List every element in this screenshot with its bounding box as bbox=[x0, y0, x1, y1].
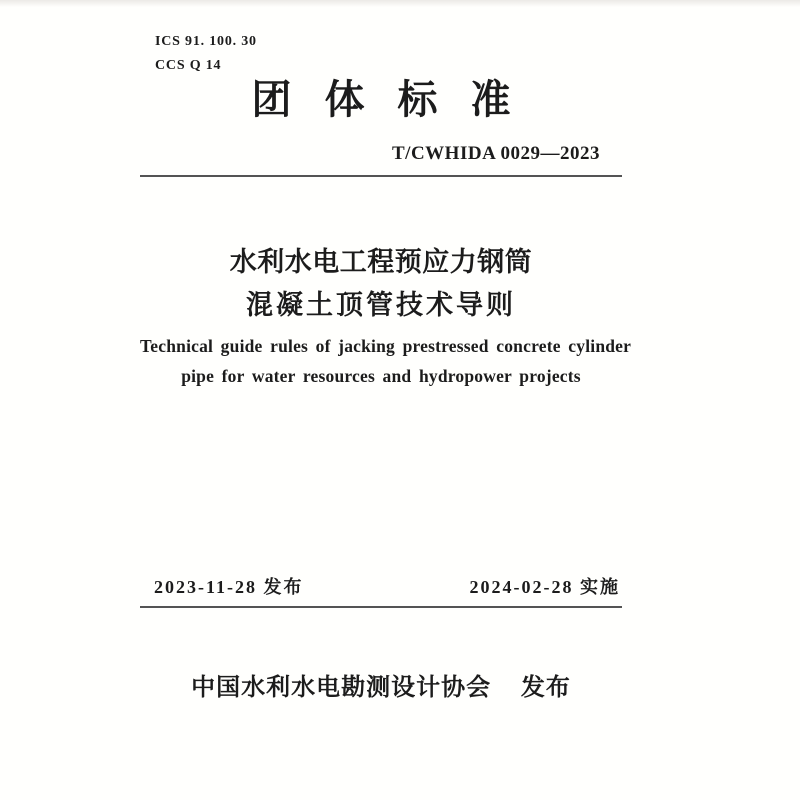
title-chinese-line1: 水利水电工程预应力钢筒 bbox=[229, 247, 533, 277]
document-type-heading: 团体标准 bbox=[251, 78, 544, 122]
publisher-row bbox=[140, 667, 622, 702]
header-divider-rule bbox=[140, 175, 622, 177]
ccs-classification-code: CCS Q 14 bbox=[155, 58, 222, 73]
title-english bbox=[140, 331, 632, 391]
ics-classification-code: ICS 91. 100. 30 bbox=[155, 34, 257, 49]
implementation-date: 2024-02-28 实施 bbox=[469, 577, 620, 597]
title-english-line2: pipe for water resources and hydropower projects bbox=[181, 366, 581, 386]
title-chinese-line2: 混凝土顶管技术导则 bbox=[246, 290, 516, 320]
dates-row bbox=[140, 573, 622, 599]
cover-content bbox=[140, 0, 632, 800]
footer-divider-rule bbox=[140, 606, 622, 608]
standard-number: T/CWHIDA 0029—2023 bbox=[392, 143, 600, 164]
issue-date: 2023-11-28 发布 bbox=[154, 577, 304, 597]
publisher-name: 中国水利水电勘测设计协会 bbox=[191, 674, 492, 701]
title-english-line1: Technical guide rules of jacking prestressed concrete cylinder bbox=[140, 336, 632, 356]
publisher-action-label: 发布 bbox=[520, 674, 571, 701]
title-chinese bbox=[140, 241, 622, 327]
